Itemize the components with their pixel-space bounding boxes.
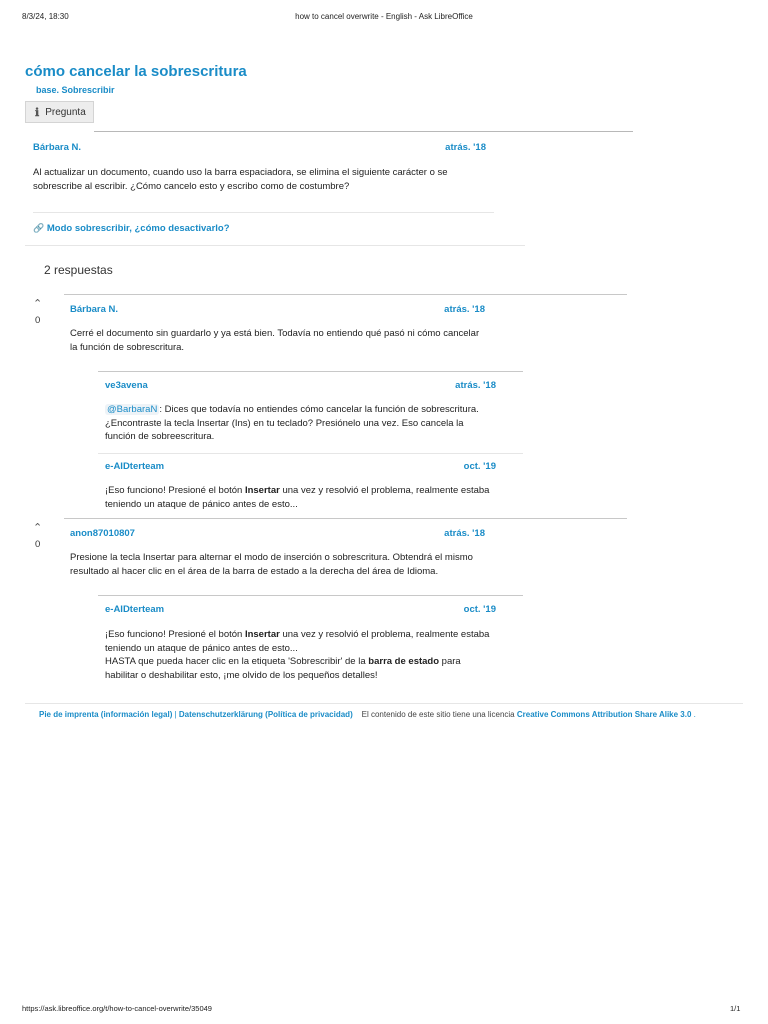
upvote-arrow-icon[interactable]: ⌃ bbox=[33, 298, 43, 310]
comment-author[interactable]: e-AIDterteam bbox=[105, 461, 165, 472]
upvote-arrow-icon[interactable]: ⌃ bbox=[33, 522, 43, 534]
question-type-button[interactable] bbox=[25, 101, 94, 123]
footer-end: . bbox=[693, 710, 696, 719]
divider bbox=[98, 371, 523, 372]
divider bbox=[25, 703, 743, 704]
comment-author[interactable]: e-AIDterteam bbox=[105, 604, 165, 615]
question-tags[interactable]: base. Sobrescribir bbox=[36, 85, 115, 95]
license-text: El contenido de este sitio tiene una licencia bbox=[361, 710, 515, 719]
related-topic-link[interactable] bbox=[33, 223, 230, 234]
imprint-link[interactable]: Pie de imprenta (información legal) bbox=[39, 710, 173, 719]
privacy-link[interactable]: Datenschutzerklärung (Política de privacidad) bbox=[178, 710, 353, 719]
answer-date[interactable]: atrás. '18 bbox=[444, 304, 485, 315]
footer-separator: | bbox=[174, 710, 177, 719]
print-page-number: 1/1 bbox=[730, 1004, 741, 1013]
question-type-label: Pregunta bbox=[45, 106, 86, 118]
question-body: Al actualizar un documento, cuando uso la barra espaciadora, se elimina el siguiente carácter o se sobrescribe al escribir. ¿Cómo cancelo esto y escribo como de costumbre? bbox=[33, 167, 448, 192]
divider bbox=[94, 131, 633, 132]
comment-body bbox=[105, 403, 490, 444]
license-link[interactable]: Creative Commons Attribution Share Alike 3.0 bbox=[516, 710, 692, 719]
answer-date[interactable]: atrás. '18 bbox=[444, 528, 485, 539]
vote-count: 0 bbox=[35, 539, 41, 550]
user-mention[interactable]: @BarbaraN bbox=[107, 404, 158, 415]
answer-body: Presione la tecla Insertar para alternar el modo de inserción o sobrescritura. Obtendrá el mismo resultado al hacer clic en el área de la barra de estado a la derecha del área de Idioma. bbox=[70, 552, 473, 577]
site-footer bbox=[39, 710, 696, 719]
print-url: https://ask.libreoffice.org/t/how-to-cancel-overwrite/35049 bbox=[22, 1004, 212, 1013]
question-date[interactable]: atrás. '18 bbox=[445, 142, 486, 153]
info-icon: ℹ bbox=[35, 105, 40, 119]
question-author[interactable]: Bárbara N. bbox=[33, 142, 82, 153]
comment-text: : Dices que todavía no entiendes cómo cancelar la función de sobrescritura. ¿Encontraste la tecla Insertar (Ins) en tu teclado? Presiónelo una vez. Eso cancela la función de sobreescritura. bbox=[105, 404, 479, 442]
related-topic-label: Modo sobrescribir, ¿cómo desactivarlo? bbox=[46, 223, 230, 234]
divider bbox=[98, 453, 523, 454]
comment-body: ¡Eso funciono! Presioné el botón Insertar una vez y resolvió el problema, realmente estaba teniendo un ataque de pánico antes de esto... HASTA que pueda hacer clic en la etiqueta 'Sobrescribir' de la barra de estado para habilitar o deshabilitar esto, ¡me olvido de los pequeños detalles! bbox=[105, 629, 490, 681]
divider bbox=[98, 595, 523, 596]
print-datetime: 8/3/24, 18:30 bbox=[22, 12, 69, 21]
comment-date[interactable]: atrás. '18 bbox=[455, 380, 496, 391]
comment-date[interactable]: oct. '19 bbox=[463, 461, 496, 472]
divider bbox=[64, 294, 627, 295]
answer-author[interactable]: anon87010807 bbox=[70, 528, 135, 539]
print-page-title: how to cancel overwrite - English - Ask LibreOffice bbox=[295, 12, 473, 21]
comment-author[interactable]: ve3avena bbox=[105, 380, 148, 391]
answer-author[interactable]: Bárbara N. bbox=[70, 304, 119, 315]
answers-count: 2 respuestas bbox=[44, 263, 113, 277]
answer-body: Cerré el documento sin guardarlo y ya está bien. Todavía no entiendo qué pasó ni cómo cancelar la función de sobrescritura. bbox=[70, 328, 480, 353]
comment-body: ¡Eso funciono! Presioné el botón Insertar una vez y resolvió el problema, realmente estaba teniendo un ataque de pánico antes de esto... bbox=[105, 485, 490, 510]
vote-count: 0 bbox=[35, 315, 41, 326]
divider bbox=[64, 518, 627, 519]
comment-date[interactable]: oct. '19 bbox=[463, 604, 496, 615]
divider bbox=[25, 245, 525, 246]
link-icon: 🔗 bbox=[33, 223, 45, 233]
divider bbox=[33, 212, 494, 213]
page-title[interactable]: cómo cancelar la sobrescritura bbox=[25, 63, 247, 80]
